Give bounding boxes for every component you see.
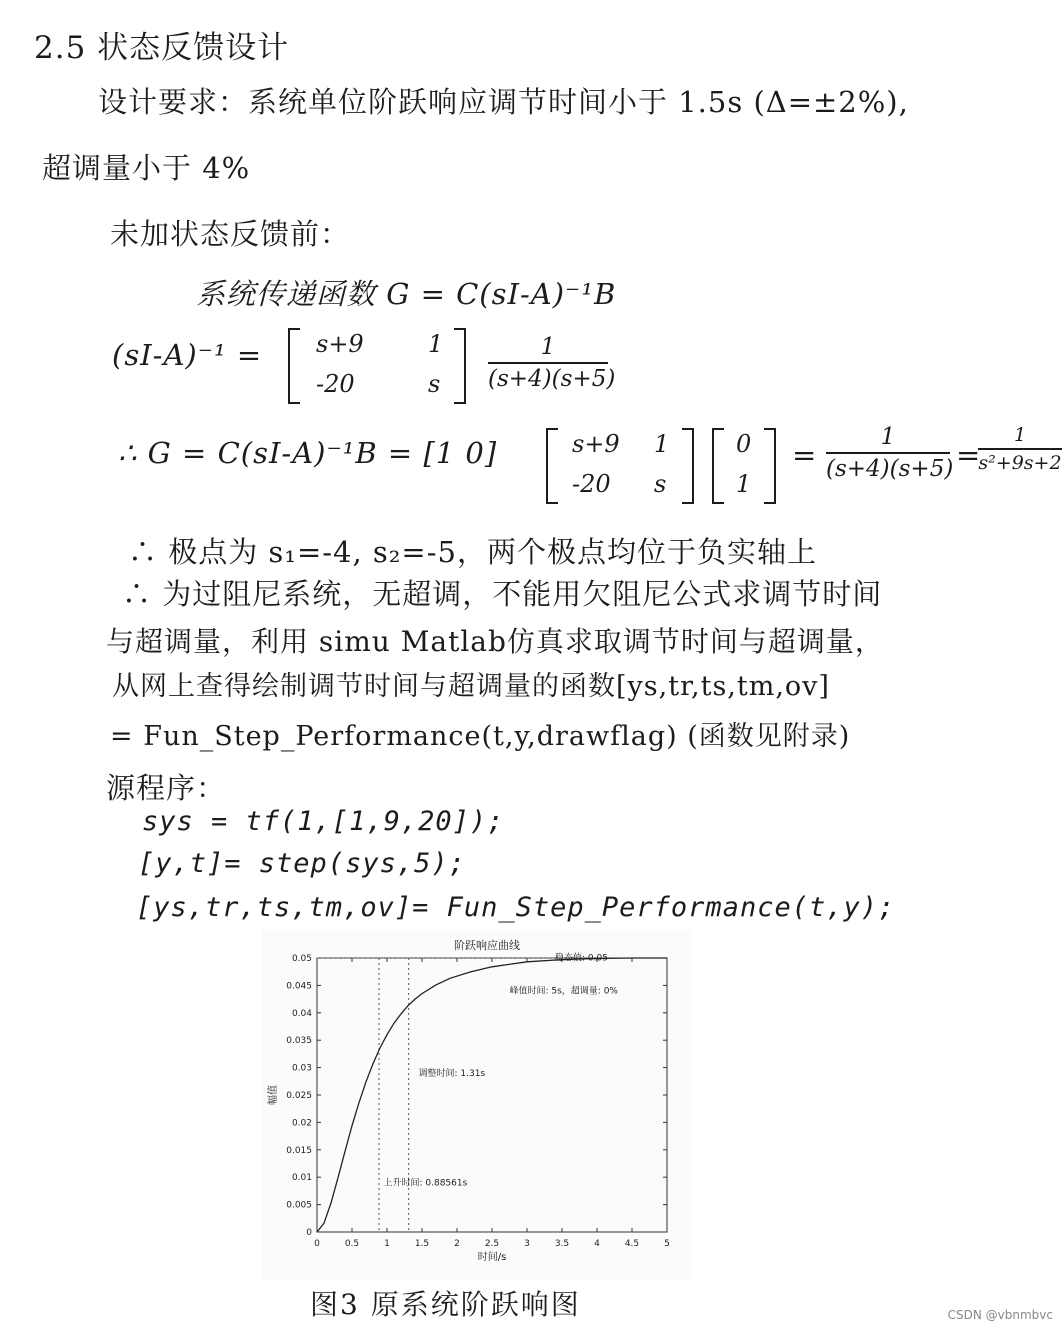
inverse-matrix — [288, 328, 473, 404]
y-tick-label: 0 — [306, 1228, 312, 1238]
figure-caption: 图3 原系统阶跃响图 — [310, 1288, 581, 1321]
x-tick-label: 4.5 — [624, 1239, 640, 1249]
matrix-cell: s+9 — [316, 330, 364, 358]
paragraph-line-1: ∴ 为过阻尼系统，无超调，不能用欠阻尼公式求调节时间 — [122, 577, 883, 611]
g-fraction-1 — [826, 424, 954, 482]
chart-background — [262, 930, 692, 1280]
poles-statement: ∴ 极点为 s₁=-4, s₂=-5，两个极点均位于负实轴上 — [128, 535, 817, 569]
matrix-cell: -20 — [316, 370, 355, 398]
g-vector — [712, 428, 778, 504]
annotation-steady-value: 稳态值: 0.05 — [555, 953, 608, 964]
x-tick-label: 1.5 — [414, 1239, 430, 1249]
y-tick-label: 0.035 — [286, 1036, 312, 1047]
y-tick-label: 0.005 — [286, 1200, 312, 1211]
right-bracket — [682, 428, 694, 504]
section-title: 2.5 状态反馈设计 — [34, 30, 290, 66]
x-tick-label: 1 — [384, 1239, 390, 1249]
y-tick-label: 0.045 — [286, 981, 312, 992]
chart-title: 阶跃响应曲线 — [454, 939, 520, 952]
right-bracket — [454, 328, 466, 404]
fraction-denominator: (s+4)(s+5) — [826, 456, 954, 482]
y-tick-label: 0.03 — [291, 1063, 312, 1074]
before-feedback-heading: 未加状态反馈前： — [110, 217, 351, 251]
paragraph-line-3: 从网上查得绘制调节时间与超调量的函数[ys,tr,ts,tm,ov] — [112, 671, 830, 702]
source-code-label: 源程序： — [106, 771, 227, 805]
left-bracket — [288, 328, 300, 404]
x-tick-label: 0 — [314, 1239, 320, 1249]
x-tick-label: 3 — [524, 1239, 530, 1249]
matrix-cell: 1 — [428, 330, 444, 358]
matrix-cell: -20 — [572, 470, 611, 498]
matrix-cell: s — [654, 470, 667, 498]
fraction-denominator: (s+4)(s+5) — [488, 366, 616, 392]
y-axis-label: 幅值 — [268, 1085, 279, 1105]
code-line-1: sys = tf(1,[1,9,20]); — [142, 806, 505, 837]
code-line-3: [ys,tr,ts,tm,ov]= Fun_Step_Performance(t,y); — [136, 892, 896, 923]
matrix-cell: s — [428, 370, 441, 398]
annotation-rise-time: 上升时间: 0.88561s — [383, 1178, 468, 1189]
requirement-line-1: 设计要求：系统单位阶跃响应调节时间小于 1.5s (Δ=±2%), — [98, 85, 909, 119]
paragraph-line-2: 与超调量，利用 simu Matlab仿真求取调节时间与超调量， — [106, 625, 884, 658]
x-tick-label: 3.5 — [554, 1239, 570, 1249]
equals-sign: = — [792, 438, 818, 472]
fraction-numerator: 1 — [880, 424, 896, 450]
step-response-svg — [262, 930, 692, 1280]
g-fraction-2 — [978, 424, 1062, 474]
y-tick-label: 0.05 — [291, 954, 312, 964]
requirement-line-2: 超调量小于 4% — [42, 151, 251, 185]
y-tick-label: 0.025 — [286, 1091, 312, 1101]
matrix-cell: 1 — [654, 430, 670, 458]
x-tick-label: 5 — [664, 1239, 670, 1249]
x-tick-label: 2 — [454, 1239, 460, 1249]
g-equation-prefix: ∴ G = C(sI-A)⁻¹B = [1 0] — [118, 436, 498, 470]
paragraph-line-4: = Fun_Step_Performance(t,y,drawflag) (函数见附录) — [110, 721, 851, 752]
transfer-function-equation: 系统传递函数 G = C(sI-A)⁻¹B — [196, 277, 617, 311]
step-response-chart — [262, 930, 692, 1280]
x-tick-label: 4 — [594, 1239, 600, 1249]
left-bracket — [546, 428, 558, 504]
annotation-peak: 峰值时间: 5s，超调量: 0% — [509, 986, 618, 997]
left-bracket — [712, 428, 724, 504]
right-bracket — [764, 428, 776, 504]
g-matrix — [546, 428, 696, 504]
inverse-matrix-label: (sI-A)⁻¹ = — [112, 338, 263, 372]
equals-sign: = — [956, 438, 982, 472]
fraction-numerator: 1 — [540, 334, 556, 360]
x-axis-label: 时间/s — [477, 1252, 507, 1263]
fraction-numerator: 1 — [1013, 424, 1027, 446]
fraction-denominator: s²+9s+2 — [978, 452, 1062, 474]
code-line-2: [y,t]= step(sys,5); — [138, 848, 466, 879]
vector-cell: 1 — [736, 470, 752, 498]
y-tick-label: 0.01 — [291, 1173, 312, 1184]
y-tick-label: 0.02 — [291, 1118, 312, 1129]
annotation-settling-time: 调整时间: 1.31s — [418, 1068, 486, 1079]
y-tick-label: 0.015 — [286, 1145, 312, 1156]
x-tick-label: 0.5 — [344, 1239, 360, 1249]
y-tick-label: 0.04 — [291, 1008, 312, 1019]
inverse-fraction — [488, 334, 616, 392]
vector-cell: 0 — [736, 430, 752, 458]
watermark: CSDN @vbnmbvc — [947, 1308, 1053, 1322]
matrix-cell: s+9 — [572, 430, 620, 458]
x-tick-label: 2.5 — [484, 1239, 500, 1249]
